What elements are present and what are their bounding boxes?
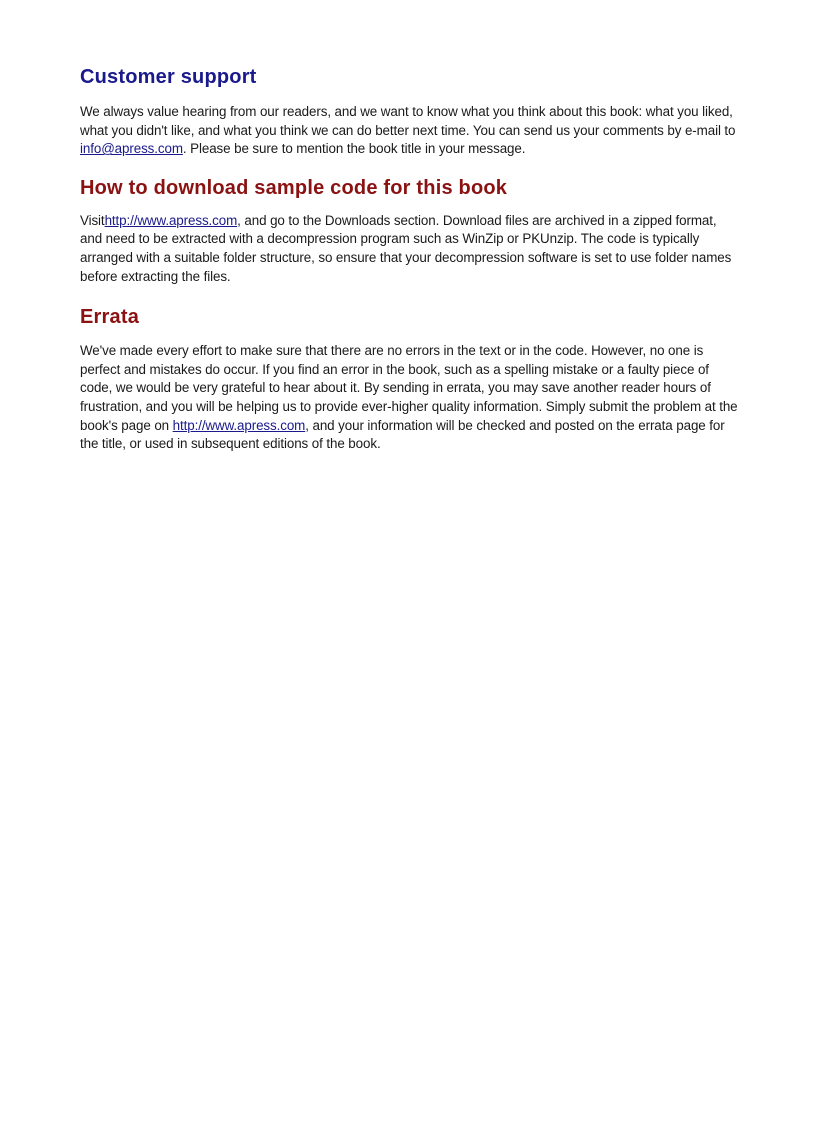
errata-heading: Errata: [80, 306, 140, 329]
download-url-link[interactable]: http://www.apress.com: [104, 212, 238, 228]
customer-support-section: [80, 62, 740, 159]
document-page: [80, 62, 740, 454]
errata-section: [80, 302, 740, 454]
download-text-2: , and go to the Downloads section. Download files are archived in a zipped format, and need to be extracted with a decompression program such as WinZip or PKUnzip. The code is typically arranged with a suitable folder structure, so ensure that your decompression software is set to use folder names before extracting the files.: [80, 212, 732, 284]
email-link[interactable]: info@apress.com: [80, 141, 183, 157]
download-text-1: Visit: [80, 212, 105, 228]
errata-url-link[interactable]: http://www.apress.com: [172, 417, 306, 433]
errata-text-2: , and your information will be checked and posted on the errata page for the title, or used in subsequent editions of the book.: [80, 417, 725, 452]
download-paragraph: [80, 212, 740, 286]
customer-support-paragraph: [80, 103, 740, 159]
errata-paragraph: [80, 342, 740, 454]
customer-support-text-2: . Please be sure to mention the book title in your message.: [182, 141, 526, 157]
download-section: [80, 173, 740, 286]
customer-support-text-1: We always value hearing from our readers, and we want to know what you think about this book: what you liked, what you didn't like, and what you think we can do better next time. You can send us your comments by e-mail to: [80, 104, 736, 138]
errata-text-1: We've made every effort to make sure that there are no errors in the text or in the code. However, no one is perfect and mistakes do occur. If you find an error in the book, such as a spelling mistake or a faulty piece of code, we would be very grateful to hear about it. By sending in errata, you may save another reader hours of frustration, and you will be helping us to provide ever-higher quality information. Simply submit the problem at the book's page on: [80, 343, 738, 433]
customer-support-heading: Customer support: [80, 66, 257, 88]
download-heading: How to download sample code for this book: [80, 176, 508, 199]
